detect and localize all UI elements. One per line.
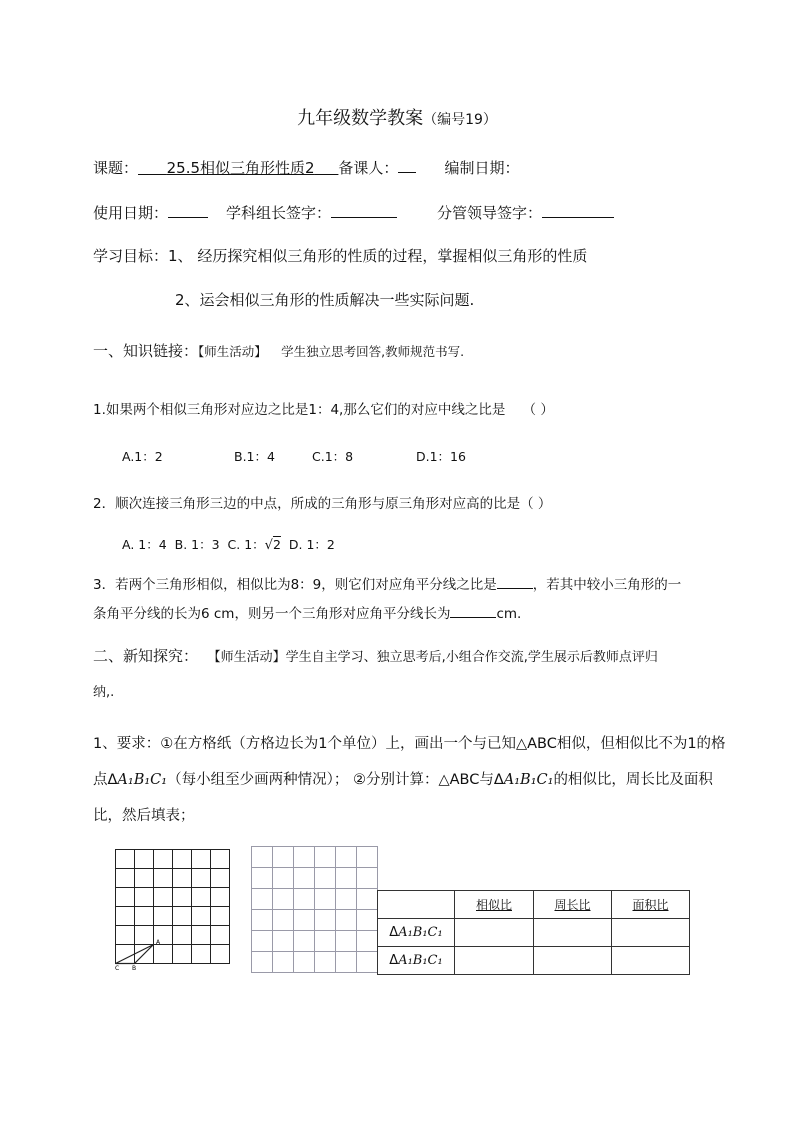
table-cell[interactable] — [612, 947, 690, 975]
question-1-paren: （ ） — [522, 402, 554, 418]
section-2-activity: 【师生活动】 — [207, 650, 286, 665]
math-triangle-2: A₁B₁C₁ — [503, 772, 554, 788]
q2-option-c: C. 1： — [227, 537, 265, 552]
use-date-blank — [168, 202, 208, 218]
table-header-area — [612, 891, 690, 919]
table-row — [378, 947, 690, 975]
table-cell[interactable] — [534, 947, 612, 975]
section-2-note-cont: 纳,. — [93, 685, 115, 700]
question-3-text-a: 3．若两个三角形相似，相似比为8：9，则它们对应角平分线之比是 — [93, 577, 497, 593]
table-header-similarity — [455, 891, 534, 919]
question-3-line-1 — [93, 573, 681, 593]
table-row — [378, 919, 690, 947]
topic-line — [93, 157, 519, 178]
preparer-label: 备课人： — [338, 159, 399, 177]
question-2 — [93, 492, 551, 512]
manager-sign-blank — [542, 202, 614, 218]
grid-paper-with-triangle — [115, 849, 235, 971]
row-1-triangle: A₁B₁C₁ — [398, 925, 443, 940]
goal-1-text: 1、 经历探究相似三角形的性质的过程，掌握相似三角形的性质 — [168, 247, 588, 265]
preparer-blank — [398, 157, 416, 173]
table-header-row — [378, 891, 690, 919]
math-delta-2: Δ — [493, 772, 504, 788]
question-3-text-b: ，若其中较小三角形的一 — [532, 577, 682, 593]
section-2-title: 二、新知探究： — [93, 647, 199, 665]
vertex-c-label: C — [115, 965, 120, 971]
question-2-text: 2．顺次连接三角形三边的中点，所成的三角形与原三角形对应高的比是（ ） — [93, 496, 552, 512]
task-line-1: 1、要求：①在方格纸（方格边长为1个单位）上，画出一个与已知△ABC相似，但相似比不为1的格 — [93, 736, 726, 752]
vertex-b-label: B — [132, 965, 137, 971]
q2-options — [122, 535, 335, 553]
row-1-delta: Δ — [389, 925, 399, 940]
section-1-activity: 【师生活动】 — [198, 344, 267, 359]
learning-goal-1 — [93, 245, 587, 266]
table-row-label — [378, 919, 455, 947]
use-date-label: 使用日期： — [93, 204, 169, 222]
ratio-table — [377, 890, 690, 975]
section-2-heading — [93, 645, 658, 666]
sqrt-radicand: 2 — [272, 537, 281, 552]
task-line-2c: 的相似比，周长比及面积 — [553, 772, 713, 788]
question-3-text-d: cm. — [496, 606, 522, 622]
table-row-label — [378, 947, 455, 975]
section-1-title: 一、知识链接： — [93, 342, 199, 360]
goal-2-text: 2、运会相似三角形的性质解决一些实际问题. — [175, 291, 475, 309]
table-header-perimeter — [534, 891, 612, 919]
header-perimeter-text: 周长比 — [554, 898, 591, 912]
header-similarity-text: 相似比 — [475, 898, 512, 912]
question-3-text-c: 条角平分线的长为6 cm，则另一个三角形对应角平分线长为 — [93, 606, 451, 622]
task-line-2 — [93, 768, 713, 789]
section-2-note: 学生自主学习、独立思考后,小组合作交流,学生展示后教师点评归 — [285, 650, 658, 665]
math-triangle-1: A₁B₁C₁ — [117, 772, 168, 788]
table-corner-cell — [378, 891, 455, 919]
task-line-3: 比，然后填表； — [93, 808, 195, 824]
q2-option-a: A. 1：4 — [122, 537, 167, 552]
topic-value — [138, 159, 338, 177]
section-1-heading — [93, 340, 464, 361]
topic-text: 25.5相似三角形性质2 — [166, 159, 315, 177]
question-1-text: 1.如果两个相似三角形对应边之比是1：4,那么它们的对应中线之比是 — [93, 402, 506, 418]
goals-label: 学习目标： — [93, 247, 169, 265]
grid-paper-empty — [251, 846, 379, 974]
q1-option-d: D.1：16 — [416, 449, 466, 464]
table-cell[interactable] — [455, 919, 534, 947]
q1-option-b: B.1：4 — [234, 449, 275, 464]
task-line-2b: （每小组至少画两种情况）； ②分别计算：△ABC与 — [167, 772, 494, 788]
topic-label: 课题： — [93, 159, 139, 177]
table-cell[interactable] — [455, 947, 534, 975]
header-area-text: 面积比 — [632, 898, 669, 912]
q1-option-a: A.1：2 — [122, 449, 163, 464]
learning-goal-2 — [175, 289, 474, 310]
table-cell[interactable] — [612, 919, 690, 947]
manager-sign-label: 分管领导签字： — [437, 204, 543, 222]
question-1 — [93, 398, 554, 418]
signature-line — [93, 202, 614, 223]
table-cell[interactable] — [534, 919, 612, 947]
compile-date-label: 编制日期： — [444, 159, 520, 177]
math-delta-1: Δ — [107, 772, 118, 788]
leader-sign-blank — [331, 202, 397, 218]
section-1-note: 学生独立思考回答,教师规范书写. — [281, 344, 465, 359]
q2-option-d: D. 1：2 — [288, 537, 335, 552]
question-3-line-2 — [93, 602, 521, 622]
leader-sign-label: 学科组长签字： — [226, 204, 332, 222]
row-2-triangle: A₁B₁C₁ — [398, 953, 443, 968]
q3-blank-2 — [450, 604, 496, 618]
vertex-a-label: A — [156, 939, 161, 946]
title-number: （编号19） — [423, 112, 497, 128]
q3-blank-1 — [497, 575, 533, 589]
page-title — [0, 104, 794, 130]
q2-option-b: B. 1：3 — [174, 537, 220, 552]
title-text: 九年级数学教案 — [297, 108, 424, 129]
q1-option-c: C.1：8 — [312, 449, 354, 464]
row-2-delta: Δ — [389, 953, 399, 968]
sqrt-symbol: √ — [264, 538, 273, 553]
task-line-2a: 点 — [93, 772, 108, 788]
